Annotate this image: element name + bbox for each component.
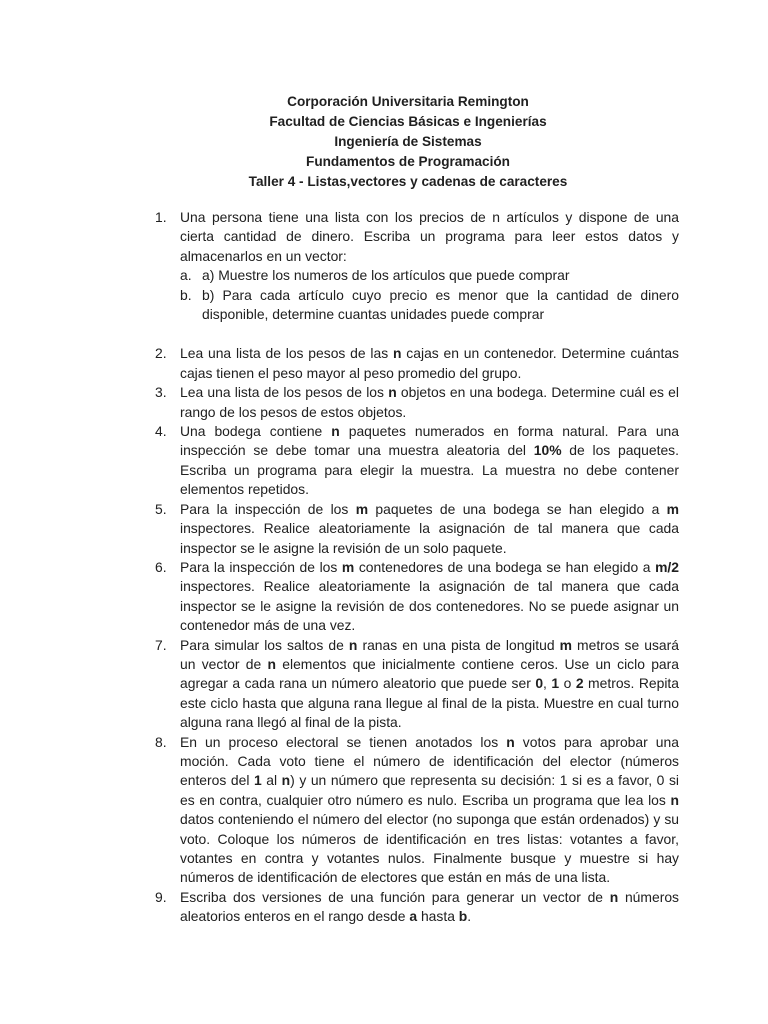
- text-part: elementos que inicialmente contiene ceros. Use un ciclo para agregar a cada rana un número aleatorio que puede ser: [180, 655, 679, 692]
- exercise-item-7: [155, 636, 679, 733]
- exercise-number: 3.: [155, 384, 167, 401]
- bold-term: n: [281, 772, 291, 789]
- exercise-number: 7.: [155, 636, 167, 653]
- text-part: .: [467, 908, 472, 925]
- bold-term: 2: [575, 675, 584, 692]
- exercise-item-1: [155, 208, 679, 324]
- bold-term: n: [348, 636, 358, 653]
- exercise-number: 2.: [155, 345, 167, 362]
- bold-term: n: [388, 384, 397, 401]
- text-part: inspectores. Realice aleatoriamente la asignación de tal manera que cada inspector se le asigne la revisión de un solo paquete.: [180, 520, 679, 556]
- text-part: o: [559, 675, 576, 692]
- text-part: hasta: [417, 908, 459, 925]
- bold-term: m: [666, 500, 679, 517]
- program-name: Ingeniería de Sistemas: [334, 134, 482, 149]
- bold-term: m/2: [655, 558, 679, 575]
- sub-item-letter: b.: [180, 286, 192, 303]
- exercise-number: 4.: [155, 423, 167, 440]
- text-part: de los paquetes. Escriba un programa para elegir la muestra. La muestra no debe contener elementos repetidos.: [180, 442, 679, 498]
- text-part: Escriba dos versiones de una función para generar un vector de: [180, 888, 610, 905]
- document-header: [0, 92, 768, 192]
- bold-term: 0: [535, 675, 544, 692]
- bold-term: b: [458, 908, 468, 925]
- sub-item-letter: a.: [180, 267, 192, 284]
- bold-term: m: [355, 500, 369, 517]
- text-part: metros. Repita este ciclo hasta que alguna rana llegue al final de la pista. Muestre en cual turno alguna rana llegó al final de la pista.: [180, 675, 679, 731]
- assignment-title: Taller 4 - Listas,vectores y cadenas de caracteres: [248, 174, 568, 189]
- text-part: Para la inspección de los: [180, 500, 356, 517]
- text-part: ) y un número que representa su decisión: 1 si es a favor, 0 si es en contra, cualquier otro número es nulo. Escriba un programa que lea los: [180, 772, 679, 808]
- bold-term: a: [409, 908, 418, 925]
- bold-term: n: [670, 791, 679, 808]
- text-part: inspectores. Realice aleatoriamente la asignación de tal manera que cada inspector se le asigne la revisión de dos contenedores. No se puede asignar un contenedor más de una vez.: [180, 578, 679, 634]
- text-part: Para simular los saltos de: [180, 636, 349, 653]
- text-part: ,: [543, 675, 552, 692]
- course-name: Fundamentos de Programación: [306, 154, 510, 169]
- exercise-item-6: [155, 558, 679, 636]
- bold-term: n: [609, 888, 619, 905]
- bold-term: 1: [253, 772, 262, 789]
- exercise-number: 5.: [155, 500, 167, 517]
- bold-term: n: [331, 423, 340, 440]
- exercise-list: [155, 208, 679, 927]
- text-part: Lea una lista de los pesos de los: [180, 384, 389, 401]
- bold-term: 1: [551, 675, 560, 692]
- exercise-number: 6.: [155, 558, 167, 575]
- text-part: contenedores de una bodega se han elegido a: [354, 558, 656, 575]
- exercise-item-2: [155, 344, 679, 383]
- exercise-item-3: [155, 383, 679, 422]
- exercise-sublist: [180, 266, 679, 324]
- text-part: Una bodega contiene: [180, 423, 332, 440]
- text-part: al: [261, 772, 282, 789]
- text-part: En un proceso electoral se tienen anotados los: [180, 733, 507, 750]
- text-part: datos conteniendo el número del elector (no suponga que están ordenados) y su voto. Coloque los números de identificación en tres listas: votantes a favor, votantes en contra y votantes nulos. Finalmente busque y muestre si hay números de identificación de electores que están en más de una lista.: [180, 811, 679, 886]
- bold-term: 10%: [533, 442, 562, 459]
- sub-item-text: b) Para cada artículo cuyo precio es menor que la cantidad de dinero disponible, determine cuantas unidades puede comprar: [202, 286, 679, 323]
- exercise-number: 8.: [155, 733, 167, 750]
- faculty-name: Facultad de Ciencias Básicas e Ingenierías: [269, 114, 547, 129]
- bold-term: m: [341, 558, 355, 575]
- text-part: votos para aprobar una moción. Cada voto tiene el número de identificación del elector (números enteros del: [180, 733, 679, 789]
- institution-name: Corporación Universitaria Remington: [287, 94, 529, 109]
- text-part: Para la inspección de los: [180, 558, 342, 575]
- exercise-item-9: [155, 888, 679, 927]
- exercise-text: Una persona tiene una lista con los precios de n artículos y dispone de una cierta cantidad de dinero. Escriba un programa para leer estos datos y almacenarlos en un vector:: [180, 209, 679, 264]
- sub-item-a: [180, 266, 679, 285]
- list-spacer: [155, 324, 679, 344]
- exercise-number: 9.: [155, 888, 167, 905]
- sub-item-b: [180, 286, 679, 325]
- text-part: Lea una lista de los pesos de las: [180, 345, 393, 362]
- exercise-number: 1.: [155, 209, 167, 225]
- bold-term: n: [393, 345, 402, 362]
- exercise-item-4: [155, 422, 679, 500]
- text-part: ranas en una pista de longitud: [357, 636, 560, 653]
- bold-term: n: [267, 655, 276, 672]
- bold-term: n: [506, 733, 515, 750]
- exercise-item-5: [155, 500, 679, 558]
- text-part: paquetes numerados en forma natural. Para una inspección se debe tomar una muestra aleatoria del: [180, 423, 679, 459]
- text-part: paquetes de una bodega se han elegido a: [368, 500, 667, 517]
- text-part: números aleatorios enteros en el rango desde: [180, 888, 679, 925]
- text-part: cajas en un contenedor. Determine cuántas cajas tienen el peso mayor al peso promedio del grupo.: [180, 345, 679, 381]
- text-part: objetos en una bodega. Determine cuál es el rango de los pesos de estos objetos.: [180, 384, 679, 420]
- text-part: metros se usará un vector de: [180, 636, 680, 672]
- sub-item-text: a) Muestre los numeros de los artículos que puede comprar: [202, 267, 570, 284]
- bold-term: m: [559, 636, 572, 653]
- exercise-item-8: [155, 733, 679, 888]
